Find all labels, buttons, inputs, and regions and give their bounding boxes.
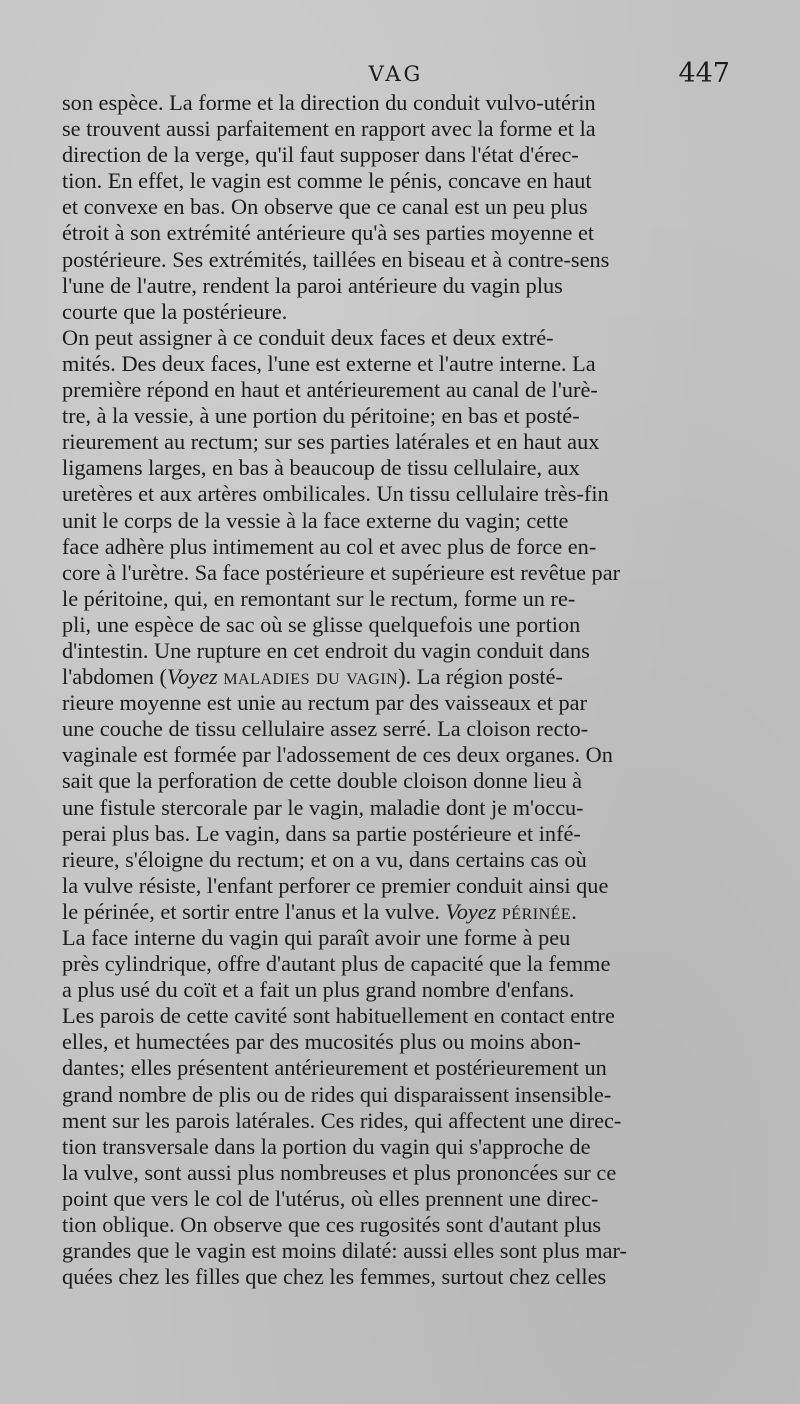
text-segment: On peut assigner à ce conduit deux faces et deux extré- mités. Des deux faces, l'une est externe et l'autre interne. La première répond en haut et antérieurement au canal de l'urè- tre, à la vessie, à une portion du péritoine; en bas et posté- rieurement au rectum; sur ses parties latérales et en haut aux ligamens larges, en bas à beaucoup de tissu cellulaire, aux uretères et aux artères ombilicales. Un tissu cellulaire très-fin unit le corps de la vessie à la face externe du vagin; cette face adhère plus intimement au col et avec plus de force en- core à l'urètre. Sa face postérieure et supérieure est revêtue par le péritoine, qui, en remontant sur le rectum, forme un re- pli, une espèce de sac où se glisse quelquefois une portion d'intestin. Une rupture en cet endroit du vagin conduit dans l'abdomen ( [62,324,621,690]
cross-reference: maladies du vagin [223,664,399,690]
text-segment: ). La région posté- rieure moyenne est unie au rectum par des vaisseaux et par une couche de tissu cellulaire assez serré. La cloison recto- vaginale est formée par l'adossement de ces deux organes. On sait que la perforation de cette double cloison donne lieu à une fistule stercorale par le vagin, maladie dont je m'occu- perai plus bas. Le vagin, dans sa partie postérieure et infé- rieure, s'éloigne du rectum; et on a vu, dans certains cas où la vulve résiste, l'enfant perforer ce premier conduit ainsi que le périnée, et sortir entre l'anus et la vulve. [62,664,613,924]
paragraph-3 [62,925,730,1290]
running-head: VAG [368,62,424,86]
text-line: a plus usé du coït et a fait un plus grand nombre d'enfans. [62,977,575,1003]
cross-reference: périnée [501,898,572,924]
text-line: quées chez les filles que chez les femmes, surtout chez celles [62,1264,607,1290]
italic-reference: Voyez [445,898,497,924]
text-line: se trouvent aussi parfaitement en rapport avec la forme et la [62,116,596,142]
text-line: ment sur les parois latérales. Ces rides, qui affectent une direc- [62,1107,622,1133]
text-line: elles, et humectées par des mucosités plus ou moins abon- [62,1029,581,1055]
text-line: la vulve, sont aussi plus nombreuses et plus prononcées sur ce [62,1159,617,1185]
text-line: tion transversale dans la portion du vagin qui s'approche de [62,1133,591,1159]
paragraph-2 [62,325,730,925]
text-line: son espèce. La forme et la direction du conduit vulvo-utérin [62,90,596,115]
page-header [62,58,730,94]
italic-reference: Voyez [166,664,218,690]
text-line: grandes que le vagin est moins dilaté: aussi elles sont plus mar- [62,1238,627,1264]
text-line: La face interne du vagin qui paraît avoir une forme à peu [62,925,571,950]
text-line: dantes; elles présentent antérieurement et postérieurement un [62,1055,607,1081]
text-line: tion. En effet, le vagin est comme le pénis, concave en haut [62,168,592,194]
text-line: courte que la postérieure. [62,298,288,324]
body-text [62,90,730,1290]
text-line: direction de la verge, qu'il faut supposer dans l'état d'érec- [62,142,579,168]
text-line: tion oblique. On observe que ces rugosités sont d'autant plus [62,1212,602,1238]
text-line: près cylindrique, offre d'autant plus de capacité que la femme [62,951,611,977]
paragraph-1 [62,90,730,325]
text-line: point que vers le col de l'utérus, où elles prennent une direc- [62,1185,599,1211]
text-line: postérieure. Ses extrémités, taillées en biseau et à contre-sens [62,246,610,272]
text-line: et convexe en bas. On observe que ce canal est un peu plus [62,194,588,220]
text-line: étroit à son extrémité antérieure qu'à ses parties moyenne et [62,220,595,246]
page-number: 447 [678,58,730,89]
text-line: grand nombre de plis ou de rides qui disparaissent insensible- [62,1081,612,1107]
text-line: l'une de l'autre, rendent la paroi antérieure du vagin plus [62,272,563,298]
text-segment: . [571,898,577,924]
text-line: Les parois de cette cavité sont habituellement en contact entre [62,1003,615,1029]
